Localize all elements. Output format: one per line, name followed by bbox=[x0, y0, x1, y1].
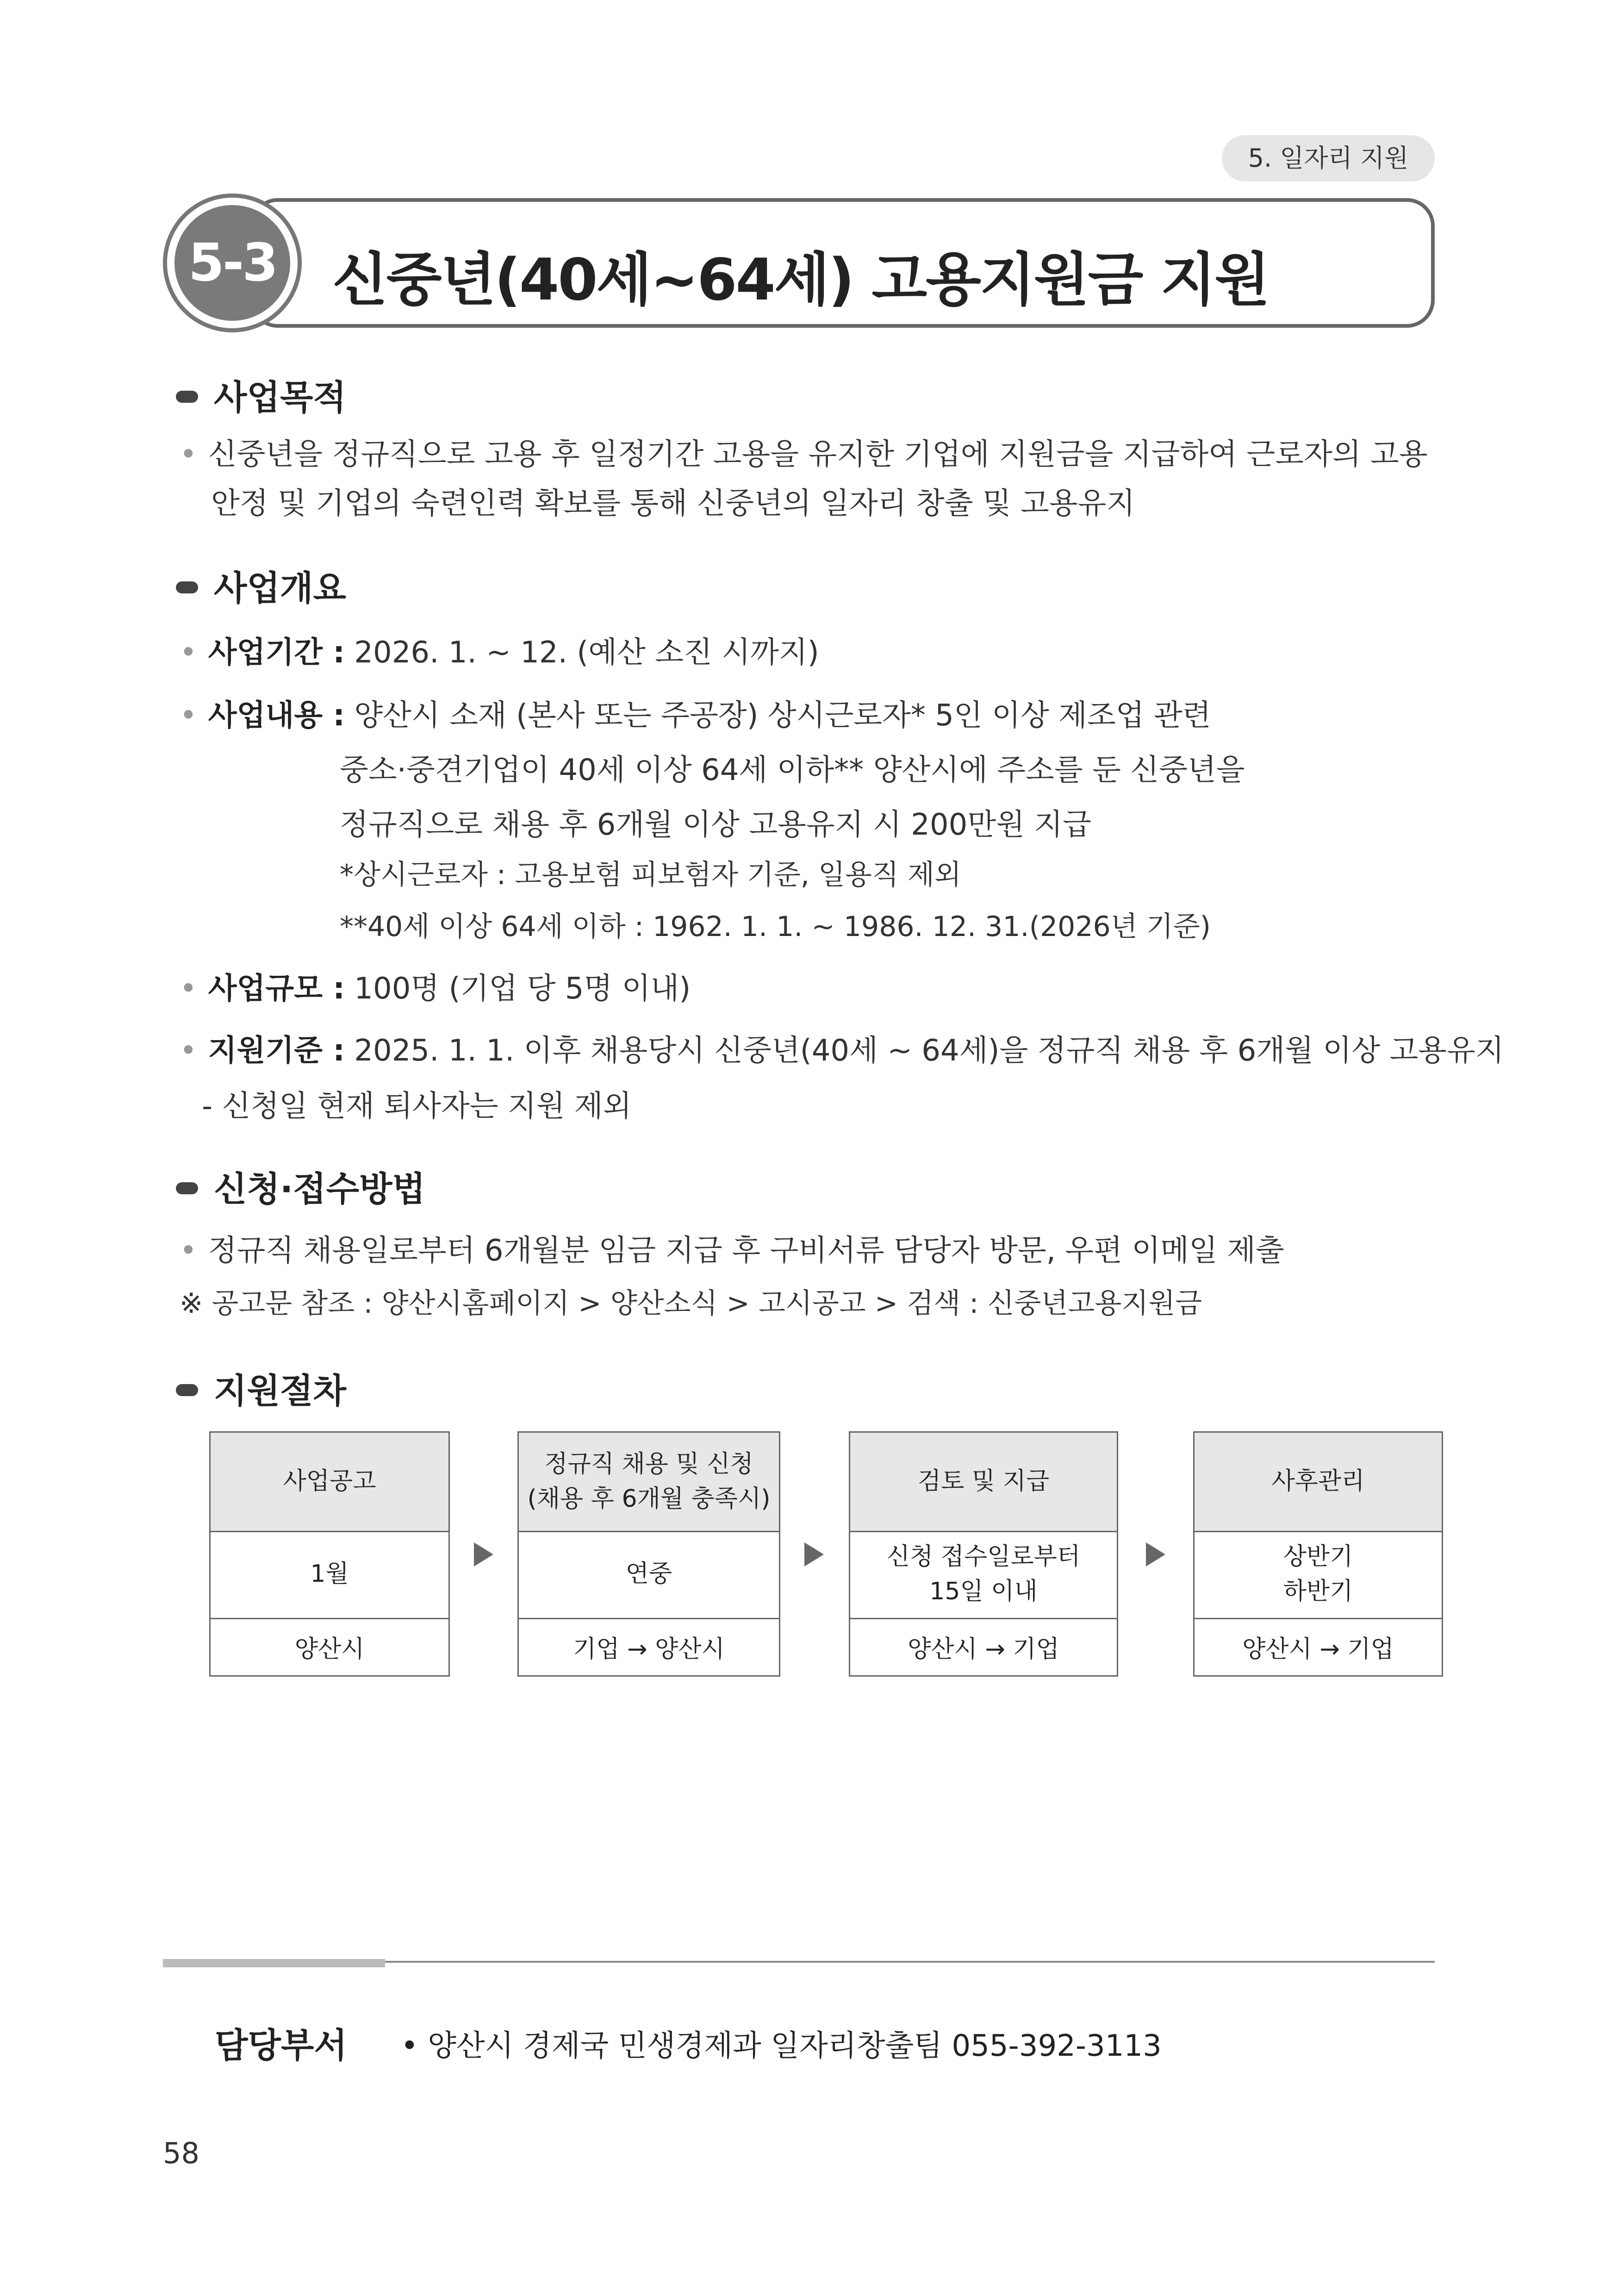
arrow-right-icon bbox=[474, 1542, 493, 1566]
overview-content-note-1: *상시근로자 : 고용보험 피보험자 기준, 일용직 제외 bbox=[340, 859, 961, 891]
arrow-right-icon bbox=[804, 1542, 824, 1566]
purpose-line-1: • 신중년을 정규직으로 고용 후 일정기간 고용을 유지한 기업에 지원금을 지급하여 근로자의 고용 bbox=[180, 437, 1428, 472]
section-tag: 5. 일자리 지원 bbox=[1222, 135, 1435, 181]
procedure-step-4 bbox=[1193, 1431, 1443, 1677]
overview-content-line-3: 정규직으로 채용 후 6개월 이상 고용유지 시 200만원 지급 bbox=[340, 808, 1091, 842]
bullet-dot-icon: • bbox=[180, 636, 197, 670]
bullet-pill-icon bbox=[176, 1182, 198, 1194]
overview-scale: • 사업규모 : 100명 (기업 당 5명 이내) bbox=[180, 972, 691, 1006]
step-title: 정규직 채용 및 신청 (채용 후 6개월 충족시) bbox=[519, 1433, 779, 1532]
step-timing: 1월 bbox=[211, 1531, 448, 1619]
step-title: 사업공고 bbox=[211, 1433, 448, 1532]
overview-content: • 사업내용 : 양산시 소재 (본사 또는 주공장) 상시근로자* 5인 이상 제조업 관련 bbox=[180, 699, 1211, 733]
step-actor: 양산시 bbox=[294, 1635, 365, 1663]
overview-exclusion: - 신청일 현재 퇴사자는 지원 제외 bbox=[202, 1089, 632, 1123]
bullet-dot-icon: • bbox=[180, 699, 197, 733]
application-note: ※ 공고문 참조 : 양산시홈페이지 > 양산소식 > 고시공고 > 검색 : 신중년고용지원금 bbox=[180, 1287, 1202, 1320]
heading-purpose: 사업목적 bbox=[176, 370, 346, 419]
bullet-dot-icon: • bbox=[180, 437, 197, 472]
badge-label: 5-3 bbox=[174, 205, 290, 321]
procedure-step-1 bbox=[209, 1431, 450, 1677]
page-number: 58 bbox=[163, 2136, 199, 2170]
procedure-step-3 bbox=[849, 1431, 1118, 1677]
overview-content-note-2: **40세 이상 64세 이하 : 1962. 1. 1. ~ 1986. 12. 31.(2026년 기준) bbox=[340, 911, 1211, 943]
step-timing: 연중 bbox=[519, 1531, 779, 1619]
overview-content-line-2: 중소·중견기업이 40세 이상 64세 이하** 양산시에 주소를 둔 신중년을 bbox=[340, 753, 1245, 787]
overview-period: • 사업기간 : 2026. 1. ~ 12. (예산 소진 시까지) bbox=[180, 636, 819, 670]
step-title: 검토 및 지급 bbox=[850, 1433, 1117, 1532]
heading-overview: 사업개요 bbox=[176, 561, 346, 610]
bullet-dot-icon: • bbox=[180, 1034, 197, 1068]
overview-criteria: • 지원기준 : 2025. 1. 1. 이후 채용당시 신중년(40세 ~ 64세)을 정규직 채용 후 6개월 이상 고용유지 bbox=[180, 1034, 1504, 1068]
step-title: 사후관리 bbox=[1195, 1433, 1442, 1532]
footer-divider-accent bbox=[163, 1959, 385, 1967]
step-timing: 신청 접수일로부터 15일 이내 bbox=[850, 1531, 1117, 1619]
page-title: 신중년(40세~64세) 고용지원금 지원 bbox=[332, 247, 1269, 313]
purpose-line-2: 안정 및 기업의 숙련인력 확보를 통해 신중년의 일자리 창출 및 고용유지 bbox=[211, 487, 1135, 521]
application-line: • 정규직 채용일로부터 6개월분 임금 지급 후 구비서류 담당자 방문, 우편 이메일 제출 bbox=[180, 1234, 1284, 1268]
bullet-pill-icon bbox=[176, 581, 198, 593]
procedure-step-2 bbox=[517, 1431, 780, 1677]
step-timing: 상반기 하반기 bbox=[1195, 1531, 1442, 1619]
department-label: 담당부서 bbox=[215, 2026, 347, 2065]
step-actor: 양산시 → 기업 bbox=[908, 1635, 1059, 1663]
bullet-pill-icon bbox=[176, 391, 198, 403]
bullet-pill-icon bbox=[176, 1384, 198, 1396]
step-actor: 기업 → 양산시 bbox=[573, 1635, 725, 1663]
heading-application: 신청·접수방법 bbox=[176, 1162, 425, 1211]
bullet-dot-icon: • bbox=[180, 1234, 197, 1268]
heading-procedure: 지원절차 bbox=[176, 1364, 346, 1413]
step-actor: 양산시 → 기업 bbox=[1242, 1635, 1394, 1663]
bullet-dot-icon: • bbox=[180, 972, 197, 1006]
section-number-badge bbox=[163, 193, 302, 332]
arrow-right-icon bbox=[1146, 1542, 1165, 1566]
department-contact: • 양산시 경제국 민생경제과 일자리창출팀 055-392-3113 bbox=[401, 2029, 1162, 2063]
